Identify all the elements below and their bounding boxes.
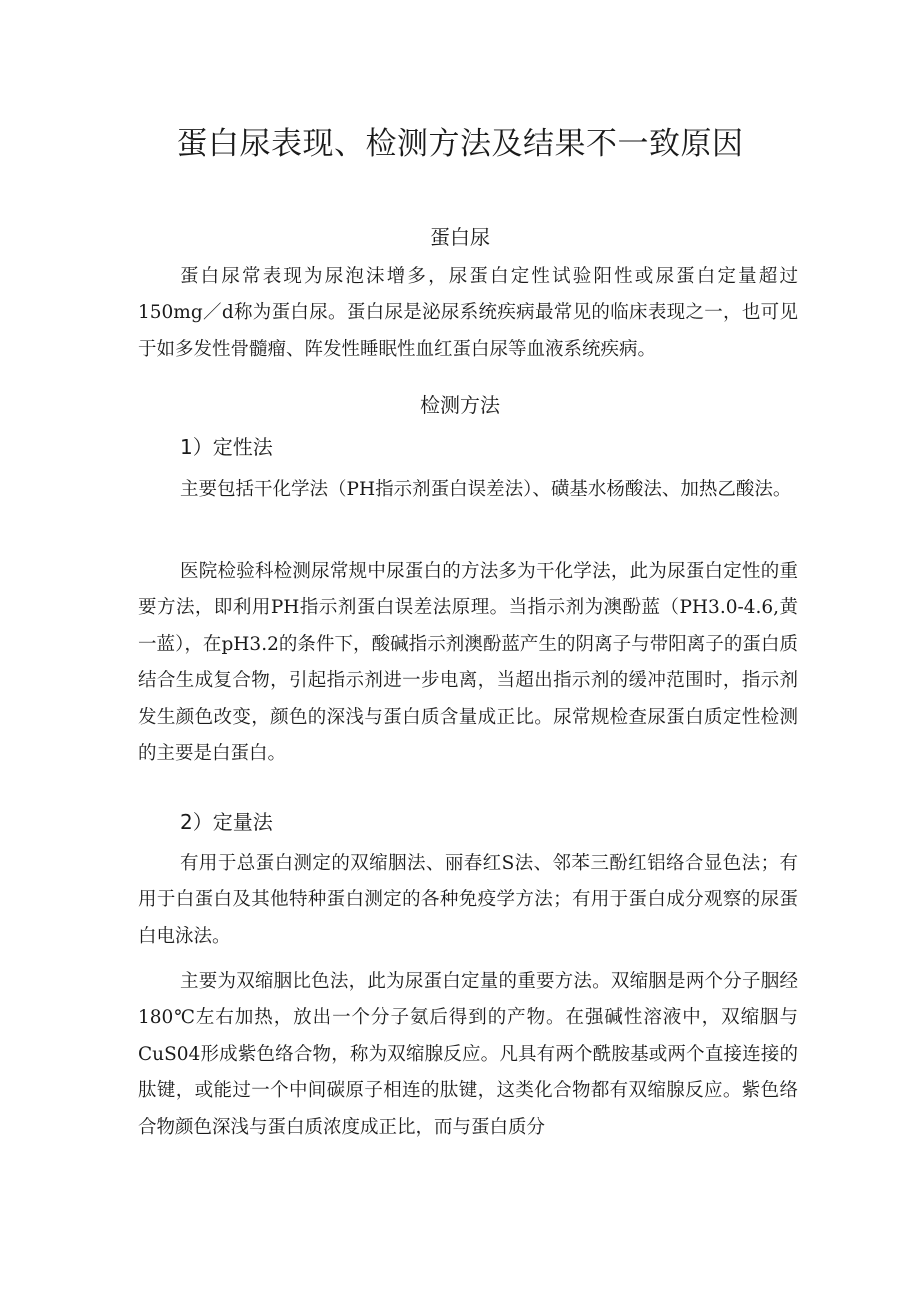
- paragraph-qualitative-methods: 主要包括干化学法（PH指示剂蛋白误差法）、磺基水杨酸法、加热乙酸法。: [180, 479, 792, 500]
- paragraph-qualitative-principle: 医院检验科检测尿常规中尿蛋白的方法多为干化学法，此为尿蛋白定性的重要方法，即利用PH指示剂蛋白误差法原理。当指示剂为澳酚蓝（PH3.0-4.6,黄一蓝），在pH3.2的条件下，酸碱指示剂澳酚蓝产生的阴离子与带阳离子的蛋白质结合生成复合物，引起指示剂进一步电离，当超出指示剂的缓冲范围时，指示剂发生颜色改变，颜色的深浅与蛋白质含量成正比。尿常规检查尿蛋白质定性检测的主要是白蛋白。: [138, 561, 798, 765]
- subheading-quantitative: 2）定量法: [180, 810, 273, 834]
- paragraph-proteinuria: 蛋白尿常表现为尿泡沫增多，尿蛋白定性试验阳性或尿蛋白定量超过150mg／d称为蛋白尿。蛋白尿是泌尿系统疾病最常见的临床表现之一，也可见于如多发性骨髓瘤、阵发性睡眠性血红蛋白尿等血液系统疾病。: [138, 266, 798, 360]
- subheading-qualitative: 1）定性法: [180, 435, 273, 459]
- paragraph-quantitative-methods: 有用于总蛋白测定的双缩胭法、丽春红S法、邻苯三酚红铝络合显色法；有用于白蛋白及其他特种蛋白测定的各种免疫学方法；有用于蛋白成分观察的尿蛋白电泳法。: [138, 853, 798, 947]
- section-heading-methods: 检测方法: [420, 393, 500, 417]
- document-title: 蛋白尿表现、检测方法及结果不一致原因: [176, 126, 744, 162]
- section-heading-proteinuria: 蛋白尿: [430, 225, 490, 249]
- paragraph-quantitative-biuret: 主要为双缩胭比色法，此为尿蛋白定量的重要方法。双缩胭是两个分子胭经180℃左右加热，放出一个分子氨后得到的产物。在强碱性溶液中，双缩胭与CuS04形成紫色络合物，称为双缩腺反应。凡具有两个酰胺基或两个直接连接的肽键，或能过一个中间碳原子相连的肽键，这类化合物都有双缩腺反应。紫色络合物颜色深浅与蛋白质浓度成正比，而与蛋白质分: [138, 971, 798, 1138]
